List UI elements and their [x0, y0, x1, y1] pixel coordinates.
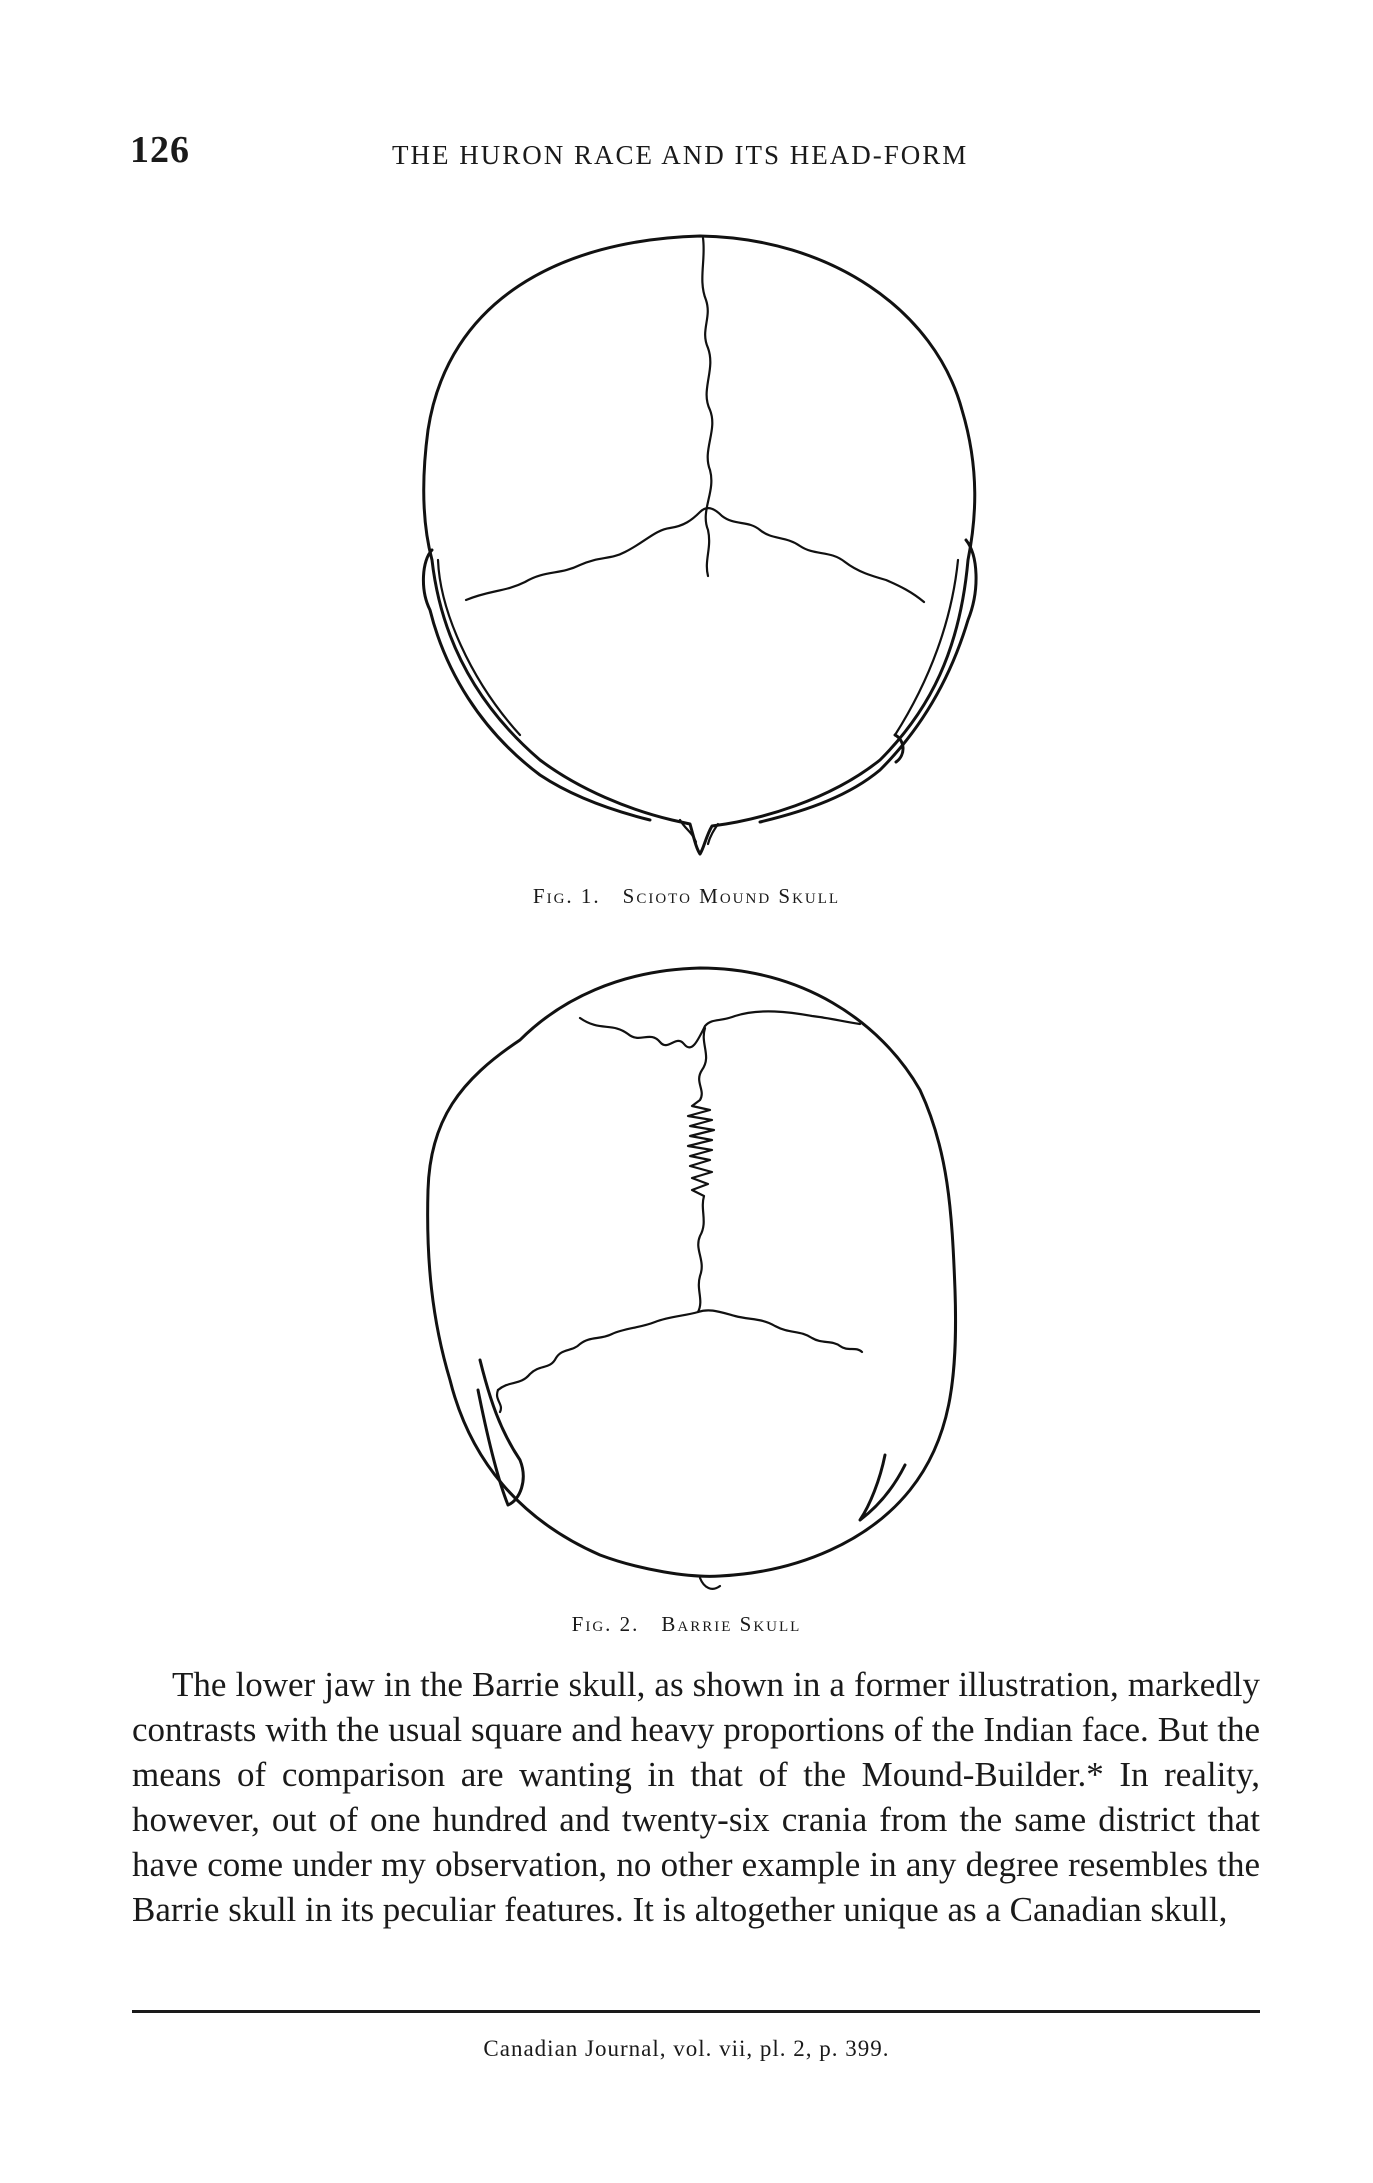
- running-head: [130, 128, 1260, 178]
- figure-1: [0, 230, 1373, 910]
- barrie-skull-illustration: [0, 960, 1373, 1640]
- figure-1-caption: [0, 884, 1373, 909]
- footnote: Canadian Journal, vol. vii, pl. 2, p. 399.: [483, 2036, 890, 2061]
- figure-1-number: Fig. 1.: [532, 884, 601, 908]
- figure-1-title: Scioto Mound Skull: [622, 884, 841, 908]
- running-title: THE HURON RACE AND ITS HEAD-FORM: [392, 140, 969, 170]
- figure-2-caption: [0, 1612, 1373, 1637]
- figure-2-number: Fig. 2.: [571, 1612, 640, 1636]
- body-paragraph: The lower jaw in the Barrie skull, as shown in a former illustration, markedly contrasts with the usual square and heavy proportions of the Indian face. But the means of comparison are wanting in that of the Mound-Builder.* In reality, however, out of one hundred and twenty-six crania from the same district that have come under my observation, no other example in any degree resembles the Barrie skull in its peculiar features. It is altogether unique as a Canadian skull,: [132, 1665, 1260, 1929]
- figure-2: [0, 960, 1373, 1640]
- page-number: 126: [130, 129, 190, 171]
- figure-2-title: Barrie Skull: [661, 1612, 802, 1636]
- footnote-divider: [132, 2010, 1260, 2013]
- scioto-mound-skull-illustration: [0, 230, 1373, 910]
